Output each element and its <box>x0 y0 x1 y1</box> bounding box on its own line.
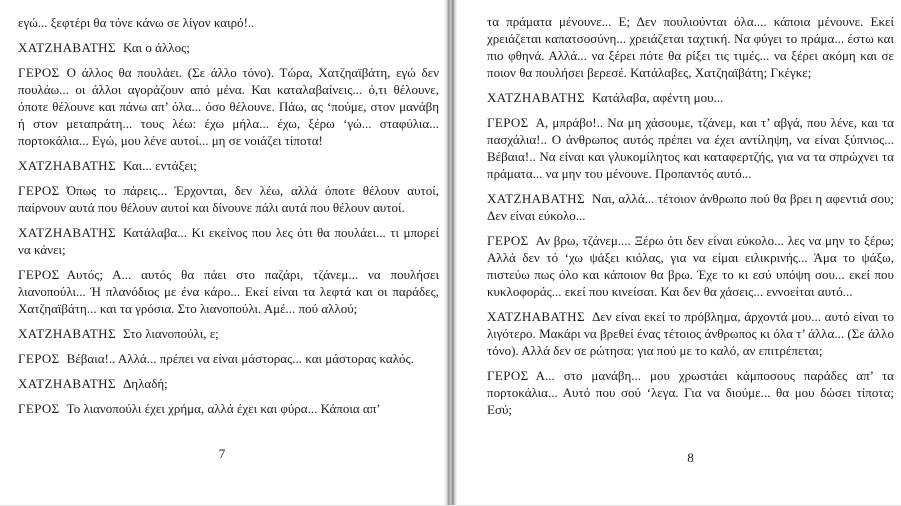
dialogue-paragraph <box>18 64 439 149</box>
speaker-name: ΧΑΤΖΗΑΒΑΤΗΣ <box>18 225 116 240</box>
speaker-name: ΓΕΡΟΣ <box>487 233 529 248</box>
dialogue-paragraph <box>18 375 439 392</box>
speaker-name: ΧΑΤΖΗΑΒΑΤΗΣ <box>487 191 585 206</box>
speaker-name: ΧΑΤΖΗΑΒΑΤΗΣ <box>18 326 116 341</box>
speaker-name: ΓΕΡΟΣ <box>18 351 60 366</box>
dialogue-paragraph <box>487 89 894 106</box>
speaker-name: ΓΕΡΟΣ <box>18 267 60 282</box>
dialogue-paragraph <box>18 400 439 417</box>
speaker-name: ΧΑΤΖΗΑΒΑΤΗΣ <box>18 158 116 173</box>
dialogue-paragraph <box>487 367 894 418</box>
dialogue-paragraph <box>18 39 439 56</box>
dialogue-text: Ναι, αλλά... τέτοιον άνθρωπο πού θα βρει η αφεντιά σου; Δεν είναι εύκολο... <box>487 191 894 223</box>
dialogue-text: Κατάλαβα... Κι εκείνος που λες ότι θα πουλάει... τι μπορεί να κάνει; <box>18 225 439 257</box>
dialogue-text: Το λιανοπούλι έχει χρήμα, αλλά έχει και φύρα... Κάποια απ’ <box>66 401 381 416</box>
dialogue-paragraph <box>487 232 894 300</box>
speaker-name: ΧΑΤΖΗΑΒΑΤΗΣ <box>18 40 116 55</box>
right-page <box>458 0 901 506</box>
book-spine-divider <box>444 0 458 506</box>
dialogue-paragraph <box>487 114 894 182</box>
dialogue-text: Ο άλλος θα πουλάει. (Σε άλλο τόνο). Τώρα, Χατζηαϊβάτη, εγώ δεν πουλάω... οι άλλοι αγοράζουν από μένα. Και καταλαβαίνεις... ό,τι θέλουνε, όποτε θέλουνε και πάνω απ’ όλα... όσο θέλουνε. Πάω, ας ‘πούμε, στον μανάβη ή στον μεταπράτη... τους λέω: έχω μήλα... έχω, ξέρω ‘γώ... σταφύλια... πορτοκάλια... Εγώ, μου λένε αυτοί... μη σε νοιάζει τίποτα! <box>18 65 439 148</box>
dialogue-text: Α, μπράβο!.. Να μη χάσουμε, τζάνεμ, και τ’ αβγά, που λένε, και τα πασχάλια!.. Ο άνθρωπος αυτός πρέπει να έχει αντίληψη, να είναι ξύπνιος... Βέβαια!.. Να είναι και γλυκομίλητος και καταφερτζής, για να τα σπρώχνει τα πράματα... να μην του μένουνε. Προπαντός αυτό... <box>487 115 894 181</box>
page-number: 8 <box>687 450 694 465</box>
page-number: 7 <box>218 446 226 461</box>
speaker-name: ΓΕΡΟΣ <box>487 115 529 130</box>
dialogue-text: Και ο άλλος; <box>122 40 190 55</box>
dialogue-paragraph <box>487 13 894 81</box>
speaker-name: ΓΕΡΟΣ <box>18 183 60 198</box>
speaker-name: ΧΑΤΖΗΑΒΑΤΗΣ <box>18 376 116 391</box>
dialogue-text: Βέβαια!.. Αλλά... πρέπει να είναι μάστορας... και μάστορας καλός. <box>66 351 414 366</box>
dialogue-text: Και... εντάξει; <box>122 158 197 173</box>
dialogue-text: Όπως το πάρεις... Έρχονται, δεν λέω, αλλά όποτε θέλουν αυτοί, παίρνουν αυτά που θέλουν αυτοί και δίνουνε πάλι αυτά που θέλουν αυτοί. <box>18 183 439 215</box>
dialogue-paragraph <box>18 157 439 174</box>
dialogue-text: Στο λιανοπούλι, ε; <box>122 326 219 341</box>
dialogue-paragraph <box>18 350 439 367</box>
dialogue-paragraph <box>18 325 439 342</box>
dialogue-paragraph <box>18 14 439 31</box>
dialogue-paragraph <box>18 224 439 258</box>
left-page <box>0 0 444 506</box>
dialogue-paragraph <box>487 190 894 224</box>
speaker-name: ΓΕΡΟΣ <box>18 401 60 416</box>
dialogue-paragraph <box>18 182 439 216</box>
dialogue-text: Αν βρω, τζάνεμ.... Ξέρω ότι δεν είναι εύκολο... λες να μην το ξέρω; Αλλά δεν τό ‘χω ψάξει κιόλας, για να είμαι ειλικρινής... Άμα το ψάξω, πιστεύω πως όλο και κάποιον θα βρω. Έχε το κι εσύ υπόψη σου... εκεί που κυκλοφοράς... εκεί που κινείσαι. Και δεν θα χάσεις... εννοείται αυτό... <box>487 233 894 299</box>
dialogue-text: εγώ... ξεφτέρι θα τόνε κάνω σε λίγον καιρό!.. <box>18 15 255 30</box>
dialogue-text: Δεν είναι εκεί το πρόβλημα, άρχοντά μου... αυτό είναι το λιγότερο. Μακάρι να βρεθεί ένας τέτοιος άνθρωπος κι όλα τ’ άλλα... (Σε άλλο τόνο). Αλλά δεν σε ρώτησα: για πού με το καλό, αν επιτρέπεται; <box>487 309 894 358</box>
dialogue-text: Α... στο μανάβη... μου χρωστάει κάμποσους παράδες απ’ τα πορτοκάλια... Αυτό που σού ‘λεγα. Για να διούμε... θα μου δώσει τίποτα; Εσύ; <box>487 368 894 417</box>
speaker-name: ΧΑΤΖΗΑΒΑΤΗΣ <box>487 309 585 324</box>
dialogue-paragraph <box>18 266 439 317</box>
dialogue-paragraph <box>487 308 894 359</box>
speaker-name: ΓΕΡΟΣ <box>487 368 529 383</box>
dialogue-text: Αυτός; Α... αυτός θα πάει στο παζάρι, τζάνεμ... να πουλήσει λιανοπούλι... Ή πλανόδιος με ένα κάρο... Εκεί είναι τα λεφτά και οι παράδες, Χατζηαϊβάτη... και τα γρόσια. Στο λιανοπούλι. Αμέ... πού αλλού; <box>18 267 439 316</box>
dialogue-text: τα πράματα μένουνε... Ε; Δεν πουλιούνται όλα.... κάποια μένουνε. Εκεί χρειάζεται καπατσοσύνη... χρειάζεται ταχτική. Να φύγει το πράμα... έστω και πιο φθηνά. Αλλά... να ξέρει πότε θα ρίξει τις τιμές... να ξέρει ακόμη και σε ποιον θα πουλήσει βερεσέ. Κατάλαβες, Χατζηαϊβάτη; Γκέγκε; <box>487 14 894 80</box>
dialogue-text: Δηλαδή; <box>122 376 168 391</box>
speaker-name: ΧΑΤΖΗΑΒΑΤΗΣ <box>487 90 585 105</box>
speaker-name: ΓΕΡΟΣ <box>18 65 60 80</box>
dialogue-text: Κατάλαβα, αφέντη μου... <box>591 90 724 105</box>
